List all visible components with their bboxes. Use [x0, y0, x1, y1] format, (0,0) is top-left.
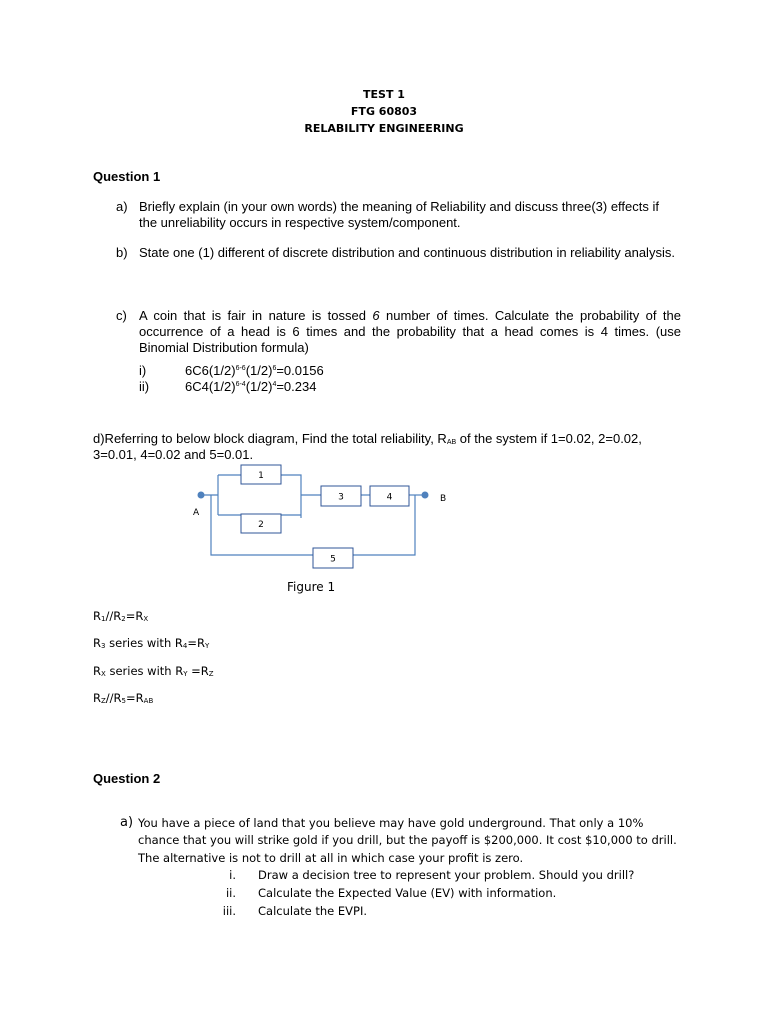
step-3: $R_X$ series with $R_Y =R_Z$ — [93, 664, 214, 678]
q2a-item-3-text: Calculate the EVPI. — [258, 904, 368, 918]
q1a-text: Briefly explain (in your own words) the meaning of Reliability and discuss three(3) effects if the unreliability occurs in respective system/component. — [139, 199, 659, 230]
q1c-answer-1: $6C6(1/2)^{6-6}(1/2)^6=0.0156$ — [185, 363, 324, 378]
q2a-line-3: The alternative is not to drill at all in which case your profit is zero. — [138, 851, 524, 865]
block-3 — [321, 486, 361, 506]
block-2 — [241, 514, 281, 533]
q2a-item-3-num: iii. — [222, 904, 236, 918]
block-1 — [241, 465, 281, 484]
q2a-line-1: You have a piece of land that you believe may have gold underground. That only a 10% — [138, 816, 644, 830]
q1c-text: A coin that is fair in nature is tossed 6 number of times. Calculate the probability of the occurrence of a head is 6 times and the probability that a head comes is 4 times. (use Binomial Distribution formula) — [139, 308, 681, 355]
q1c-answer-1-num: i) — [139, 363, 147, 378]
block-3-label: 3 — [338, 492, 344, 503]
q2a-label: a) — [120, 815, 134, 830]
test-number: TEST 1 — [363, 88, 405, 101]
q1c-answer-2: $6C4(1/2)^{6-4}(1/2)^4=0.234$ — [185, 379, 317, 394]
node-b-label: B — [440, 494, 447, 504]
q1c-answer-2-num: ii) — [139, 379, 150, 394]
q2a-item-2-text: Calculate the Expected Value (EV) with information. — [258, 886, 557, 900]
block-2-label: 2 — [258, 520, 264, 530]
q2a-item-1-num: i. — [229, 868, 236, 882]
block-4-label: 4 — [386, 492, 393, 503]
q2a-item-1-text: Draw a decision tree to represent your problem. Should you drill? — [258, 868, 635, 882]
block-5-label: 5 — [330, 554, 336, 565]
block-4 — [370, 486, 409, 506]
node-a-label: A — [193, 508, 200, 518]
q1d-text: d)Referring to below block diagram, Find the total reliability, $R_{AB}$ of the system if 1=0.02, 2=0.02, 3=0.01, 4=0.02 and 5=0.01. — [93, 431, 642, 462]
step-2: $R_3$ series with $R_4=R_Y$ — [93, 636, 210, 650]
course-code: FTG 60803 — [350, 105, 418, 118]
block-1-label: 1 — [258, 471, 264, 481]
node-a-dot — [198, 492, 205, 499]
step-4: $R_Z//R_5=R_{AB}$ — [93, 691, 154, 705]
question-1-title: Question 1 — [93, 169, 161, 184]
node-b-dot — [422, 492, 429, 499]
question-2-title: Question 2 — [93, 771, 161, 786]
q1c-label: c) — [116, 308, 127, 323]
course-title: RELABILITY ENGINEERING — [304, 122, 464, 135]
q1b-label: b) — [116, 245, 128, 260]
q1b-text: State one (1) different of discrete distribution and continuous distribution in reliability analysis. — [139, 245, 675, 260]
q1a-label: a) — [116, 199, 128, 214]
diagram-blocks — [241, 465, 409, 568]
q2a-line-2: chance that you will strike gold if you drill, but the payoff is $200,000. It cost $10,000 to drill. — [138, 833, 677, 847]
block-5 — [313, 548, 353, 568]
step-1: $R_1//R_2=R_X$ — [93, 609, 149, 623]
figure-caption: Figure 1 — [287, 580, 336, 594]
q2a-item-2-num: ii. — [225, 886, 236, 900]
